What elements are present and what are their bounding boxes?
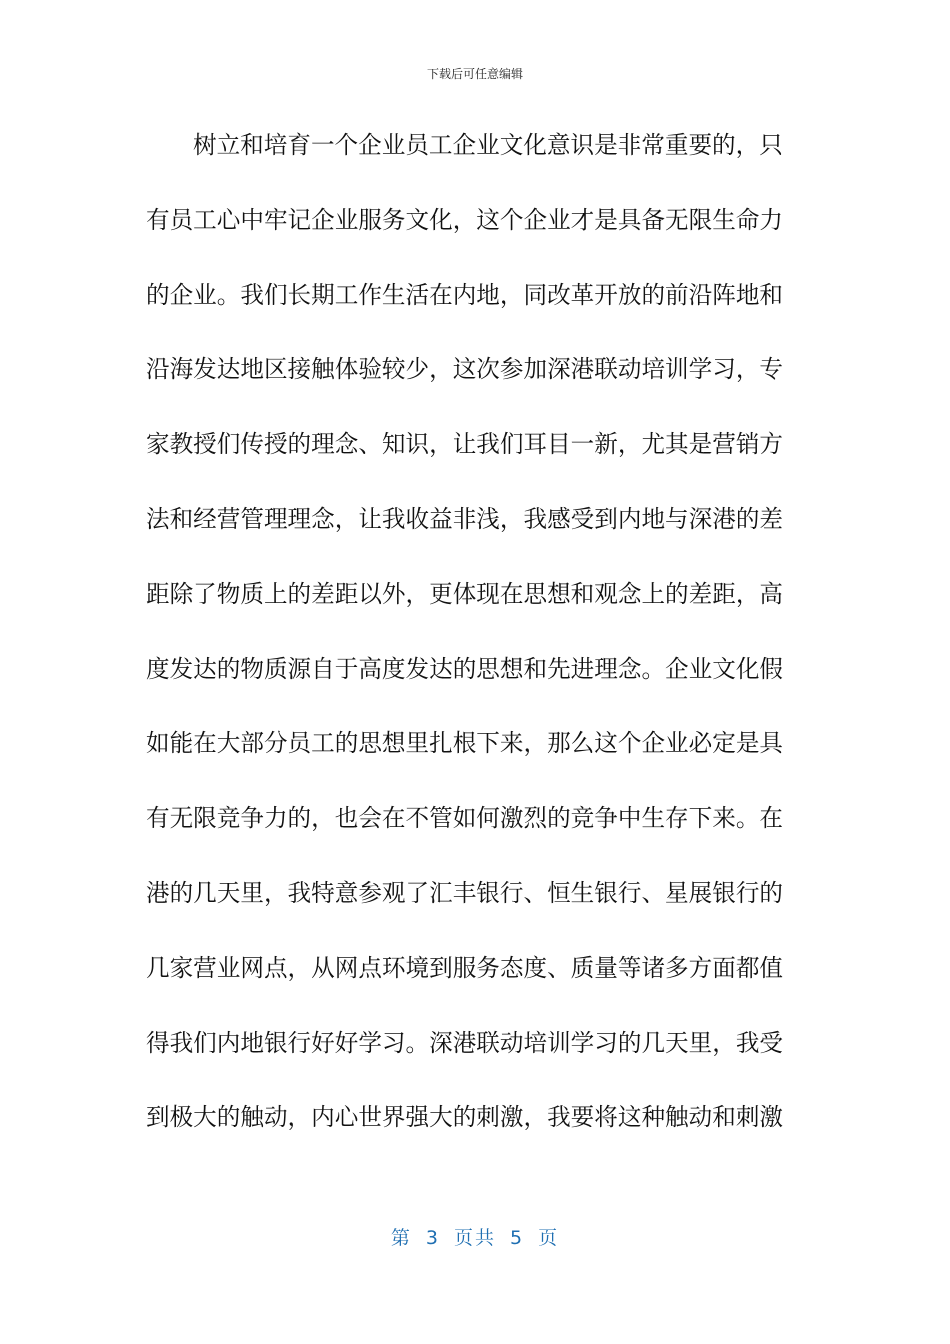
text-line: 树立和培育一个企业员工企业文化意识是非常重要的，只 [193, 131, 783, 159]
text-line: 港的几天里，我特意参观了汇丰银行、恒生银行、星展银行的 [146, 878, 784, 907]
page-number-footer: 第 3 页共 5 页 [390, 1227, 560, 1249]
text-line: 到极大的触动，内心世界强大的刺激，我要将这种触动和刺激 [146, 1103, 784, 1132]
text-line: 如能在大部分员工的思想里扎根下来，那么这个企业必定是具 [146, 729, 784, 758]
text-line: 有员工心中牢记企业服务文化，这个企业才是具备无限生命力 [146, 205, 784, 234]
text-line: 沿海发达地区接触体验较少，这次参加深港联动培训学习，专 [146, 355, 784, 384]
text-line: 家教授们传授的理念、知识，让我们耳目一新，尤其是营销方 [146, 430, 784, 459]
text-line: 几家营业网点，从网点环境到服务态度、质量等诸多方面都值 [146, 953, 784, 982]
text-line: 得我们内地银行好好学习。深港联动培训学习的几天里，我受 [146, 1028, 784, 1057]
text-line: 的企业。我们长期工作生活在内地，同改革开放的前沿阵地和 [146, 280, 784, 309]
text-line: 度发达的物质源自于高度发达的思想和先进理念。企业文化假 [146, 654, 784, 683]
text-line: 距除了物质上的差距以外，更体现在思想和观念上的差距，高 [146, 579, 784, 608]
body-paragraph [146, 122, 806, 1169]
page-header: 下载后可任意编辑 [426, 67, 523, 81]
text-line: 有无限竞争力的，也会在不管如何激烈的竞争中生存下来。在 [146, 804, 784, 833]
text-line: 法和经营管理理念，让我收益非浅，我感受到内地与深港的差 [146, 504, 784, 533]
